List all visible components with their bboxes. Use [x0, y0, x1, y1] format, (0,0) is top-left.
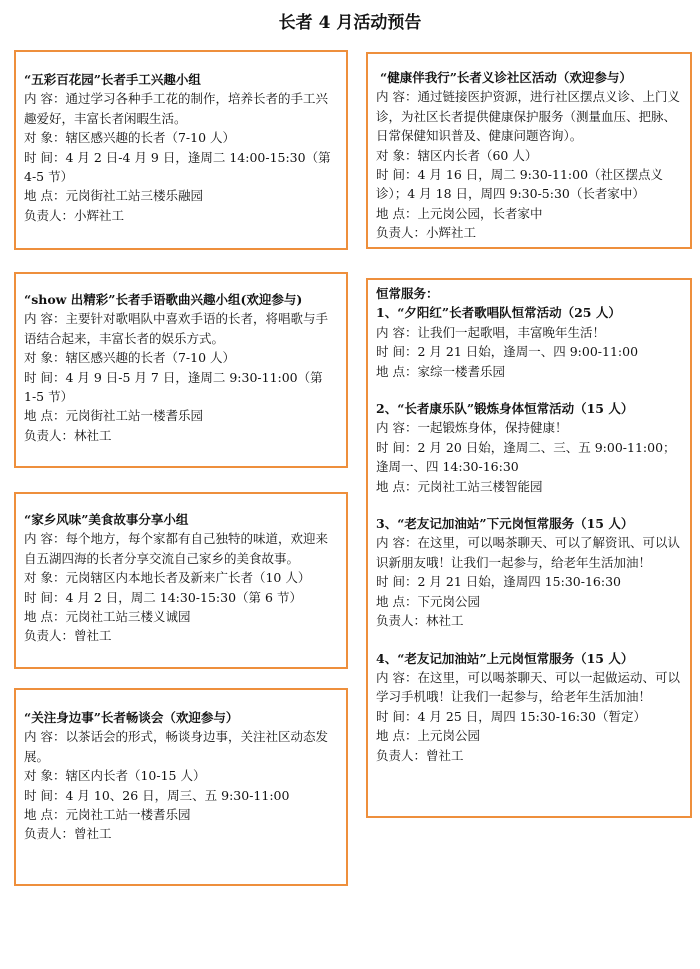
activity-title: “show 出精彩”长者手语歌曲兴趣小组(欢迎参与): [24, 292, 303, 307]
regular-service-item: [376, 514, 682, 630]
service-content: 内 容：让我们一起歌唱，丰富晚年生活！: [376, 324, 605, 340]
activity-content: 内 容：每个地方，每个家都有自己独特的味道，欢迎来自五湖四海的长者分享交流自己家乡的美食故事。: [24, 531, 328, 566]
service-owner: 负责人：林社工: [376, 613, 464, 629]
activity-place: 地 点：上元岗公园，长者家中: [376, 205, 543, 221]
activity-owner: 负责人：小辉社工: [24, 207, 125, 223]
service-title: 2、“长者康乐队”锻炼身体恒常活动（15 人）: [376, 401, 634, 417]
activity-content: 内 容：主要针对歌唱队中喜欢手语的长者，将唱歌与手语结合起来，丰富长者的娱乐方式。: [24, 311, 328, 346]
activity-content: 内 容：通过学习各种手工花的制作，培养长者的手工兴趣爱好，丰富长者闲暇生活。: [24, 91, 328, 126]
activity-time: 时 间：4 月 16 日，周二 9:30-11:00（社区摆点义诊）；4 月 18 日，周四 9:30-5:30（长者家中）: [376, 167, 664, 202]
activity-content: 内 容：通过链接医护资源，进行社区摆点义诊、上门义诊，为社区长者提供健康保护服务（测量血压、把脉、日常保健知识普及、健康问题咨询）。: [376, 89, 680, 144]
activity-target: 对 象：元岗辖区内本地长者及新来广长者（10 人）: [24, 570, 311, 586]
service-content: 内 容：在这里，可以喝茶聊天、可以了解资讯、可以认识新朋友哦！让我们一起参与，给老年生活加油！: [376, 535, 680, 570]
activity-target: 对 象：辖区内长者（60 人）: [376, 147, 538, 163]
activity-owner: 负责人：林社工: [24, 427, 112, 443]
activity-time: 时 间：4 月 10、26 日，周三、五 9:30-11:00: [24, 787, 290, 803]
service-time: 时 间：2 月 21 日始，逢周一、四 9:00-11:00: [376, 344, 639, 360]
activity-content: 内 容：以茶话会的形式，畅谈身边事，关注社区动态发展。: [24, 729, 328, 764]
activity-place: 地 点：元岗街社工站三楼乐融园: [24, 188, 203, 204]
service-place: 地 点：元岗社工站三楼智能园: [376, 478, 543, 494]
activity-card-food-story: [14, 492, 348, 669]
activity-target: 对 象：辖区感兴趣的长者（7-10 人）: [24, 350, 236, 366]
service-time: 时 间：4 月 25 日，周四 15:30-16:30（暂定）: [376, 708, 646, 724]
activity-title: “健康伴我行”长者义诊社区活动（欢迎参与）: [380, 70, 632, 85]
activity-place: 地 点：元岗社工站一楼耆乐园: [24, 807, 191, 823]
activity-card-handcraft: [14, 50, 348, 250]
service-time: 时 间：2 月 21 日始，逢周四 15:30-16:30: [376, 574, 621, 590]
service-content: 内 容：在这里，可以喝茶聊天、可以一起做运动、可以学习手机哦！让我们一起参与，给老年生活加油！: [376, 669, 680, 705]
service-content: 内 容：一起锻炼身体，保持健康！: [376, 420, 568, 436]
activity-target: 对 象：辖区内长者（10-15 人）: [24, 768, 206, 784]
activity-owner: 负责人：曾社工: [24, 628, 112, 644]
activity-time: 时 间：4 月 2 日-4 月 9 日，逢周二 14:00-15:30（第 4-5 节）: [24, 149, 331, 185]
regular-service-item: [376, 399, 682, 496]
activity-owner: 负责人：小辉社工: [376, 225, 477, 241]
regular-services-card: [366, 278, 692, 818]
activity-time: 时 间：4 月 2 日，周二 14:30-15:30（第 6 节）: [24, 589, 302, 605]
service-owner: 负责人：曾社工: [376, 747, 464, 763]
page-title: 长者 4 月活动预告: [278, 13, 422, 33]
regular-service-item: [376, 303, 682, 381]
activity-card-health-clinic: [366, 52, 692, 249]
activity-title: “家乡风味”美食故事分享小组: [24, 512, 189, 527]
activity-card-chat: [14, 688, 348, 886]
activity-owner: 负责人：曾社工: [24, 826, 112, 842]
service-title: 4、“老友记加油站”上元岗恒常服务（15 人）: [376, 650, 634, 666]
activity-place: 地 点：元岗街社工站一楼耆乐园: [24, 408, 203, 424]
activity-place: 地 点：元岗社工站三楼义诚园: [24, 609, 191, 625]
service-place: 地 点：下元岗公园: [376, 593, 480, 609]
activity-target: 对 象：辖区感兴趣的长者（7-10 人）: [24, 130, 236, 146]
service-place: 地 点：上元岗公园: [376, 728, 480, 744]
regular-services-heading: 恒常服务：: [376, 286, 439, 301]
activity-time: 时 间：4 月 9 日-5 月 7 日，逢周二 9:30-11:00（第 1-5 节）: [24, 369, 323, 405]
service-place: 地 点：家综一楼耆乐园: [376, 363, 505, 379]
activity-card-sign-song: [14, 272, 348, 468]
service-time: 时 间：2 月 20 日始，逢周二、三、五 9:00-11:00；逢周一、四 14:30-16:30: [376, 439, 676, 475]
service-title: 1、“夕阳红”长者歌唱队恒常活动（25 人）: [376, 305, 621, 321]
activity-title: “五彩百花园”长者手工兴趣小组: [24, 72, 201, 87]
regular-service-item: [376, 649, 682, 765]
service-title: 3、“老友记加油站”下元岗恒常服务（15 人）: [376, 516, 634, 532]
activity-title: “关注身边事”长者畅谈会（欢迎参与）: [24, 710, 239, 725]
